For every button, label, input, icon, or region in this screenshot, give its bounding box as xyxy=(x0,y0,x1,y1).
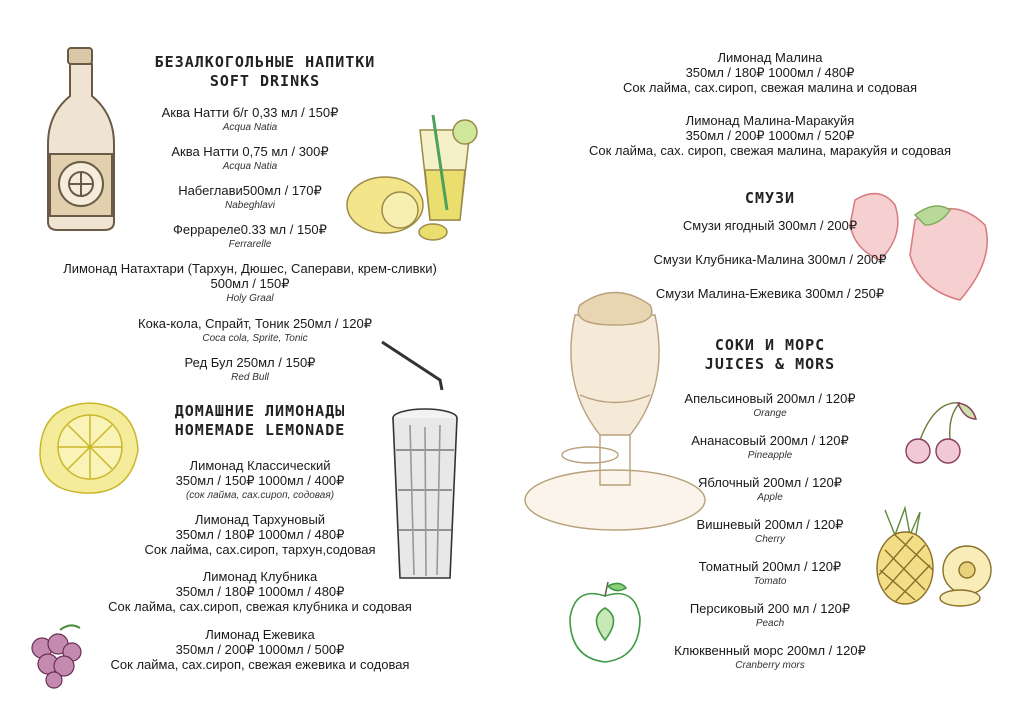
juices-heading-en: JUICES & MORS xyxy=(704,355,836,373)
list-item: Набеглави500мл / 170₽ Nabeghlavi xyxy=(178,183,322,211)
list-item: Лимонад Малина-Маракуйя 350мл / 200₽ 1000мл / 520₽ Сок лайма, сах. сироп, свежая малина, маракуйя и содовая xyxy=(588,113,952,158)
soft-drinks-heading-ru: БЕЗАЛКОГОЛЬНЫЕ НАПИТКИ xyxy=(154,53,376,71)
list-item: Апельсиновый 200мл / 120₽ Orange xyxy=(684,391,856,419)
homemade-heading xyxy=(110,402,410,440)
cherry-icon xyxy=(900,395,980,470)
list-item: Лимонад Натахтари (Тархун, Дюшес, Саперави, крем-сливки) 500мл / 150₽ Holy Graal xyxy=(63,261,437,304)
homemade-heading-ru: ДОМАШНИЕ ЛИМОНАДЫ xyxy=(174,402,346,420)
list-item: Ананасовый 200мл / 120₽ Pineapple xyxy=(691,433,849,461)
list-item: Смузи ягодный 300мл / 200₽ xyxy=(682,218,858,233)
list-item: Аква Натти б/г 0,33 мл / 150₽ Acqua Natia xyxy=(161,105,339,133)
list-item: Лимонад Тархуновый 350мл / 180₽ 1000мл / 480₽ Сок лайма, сах.сироп, тархун,содовая xyxy=(144,512,376,557)
smoothies-heading xyxy=(700,189,840,208)
list-item: Лимонад Классический 350мл / 150₽ 1000мл / 400₽ (сок лайма, сах.сироп, содовая) xyxy=(175,458,345,501)
list-item: Смузи Малина-Ежевика 300мл / 250₽ xyxy=(655,286,885,301)
list-item: Яблочный 200мл / 120₽ Apple xyxy=(697,475,843,503)
list-item: Лимонад Ежевика 350мл / 200₽ 1000мл / 500₽ Сок лайма, сах.сироп, свежая ежевика и содовая xyxy=(110,627,410,672)
list-item: Феррареле0.33 мл / 150₽ Ferrarelle xyxy=(173,222,327,250)
juices-heading xyxy=(670,336,870,374)
homemade-heading-en: HOMEMADE LEMONADE xyxy=(174,421,346,439)
soft-drinks-heading xyxy=(100,53,430,91)
soft-drinks-heading-en: SOFT DRINKS xyxy=(209,72,321,90)
smoothies-heading-label: СМУЗИ xyxy=(744,189,796,207)
list-item: Лимонад Малина 350мл / 180₽ 1000мл / 480₽ Сок лайма, сах.сироп, свежая малина и содовая xyxy=(623,50,917,95)
list-item: Персиковый 200 мл / 120₽ Peach xyxy=(689,601,851,629)
list-item: Клюквенный морс 200мл / 120₽ Cranberry mors xyxy=(674,643,866,671)
list-item: Кока-кола, Спрайт, Тоник 250мл / 120₽ Coca cola, Sprite, Tonic xyxy=(138,316,372,344)
list-item: Лимонад Клубника 350мл / 180₽ 1000мл / 480₽ Сок лайма, сах.сироп, свежая клубника и содовая xyxy=(108,569,412,614)
list-item: Аква Натти 0,75 мл / 300₽ Acqua Natia xyxy=(171,144,329,172)
list-item: Смузи Клубника-Малина 300мл / 200₽ xyxy=(653,252,887,267)
list-item: Вишневый 200мл / 120₽ Cherry xyxy=(696,517,844,545)
list-item: Ред Бул 250мл / 150₽ Red Bull xyxy=(184,355,316,383)
juices-heading-ru: СОКИ И МОРС xyxy=(714,336,826,354)
list-item: Томатный 200мл / 120₽ Tomato xyxy=(698,559,842,587)
